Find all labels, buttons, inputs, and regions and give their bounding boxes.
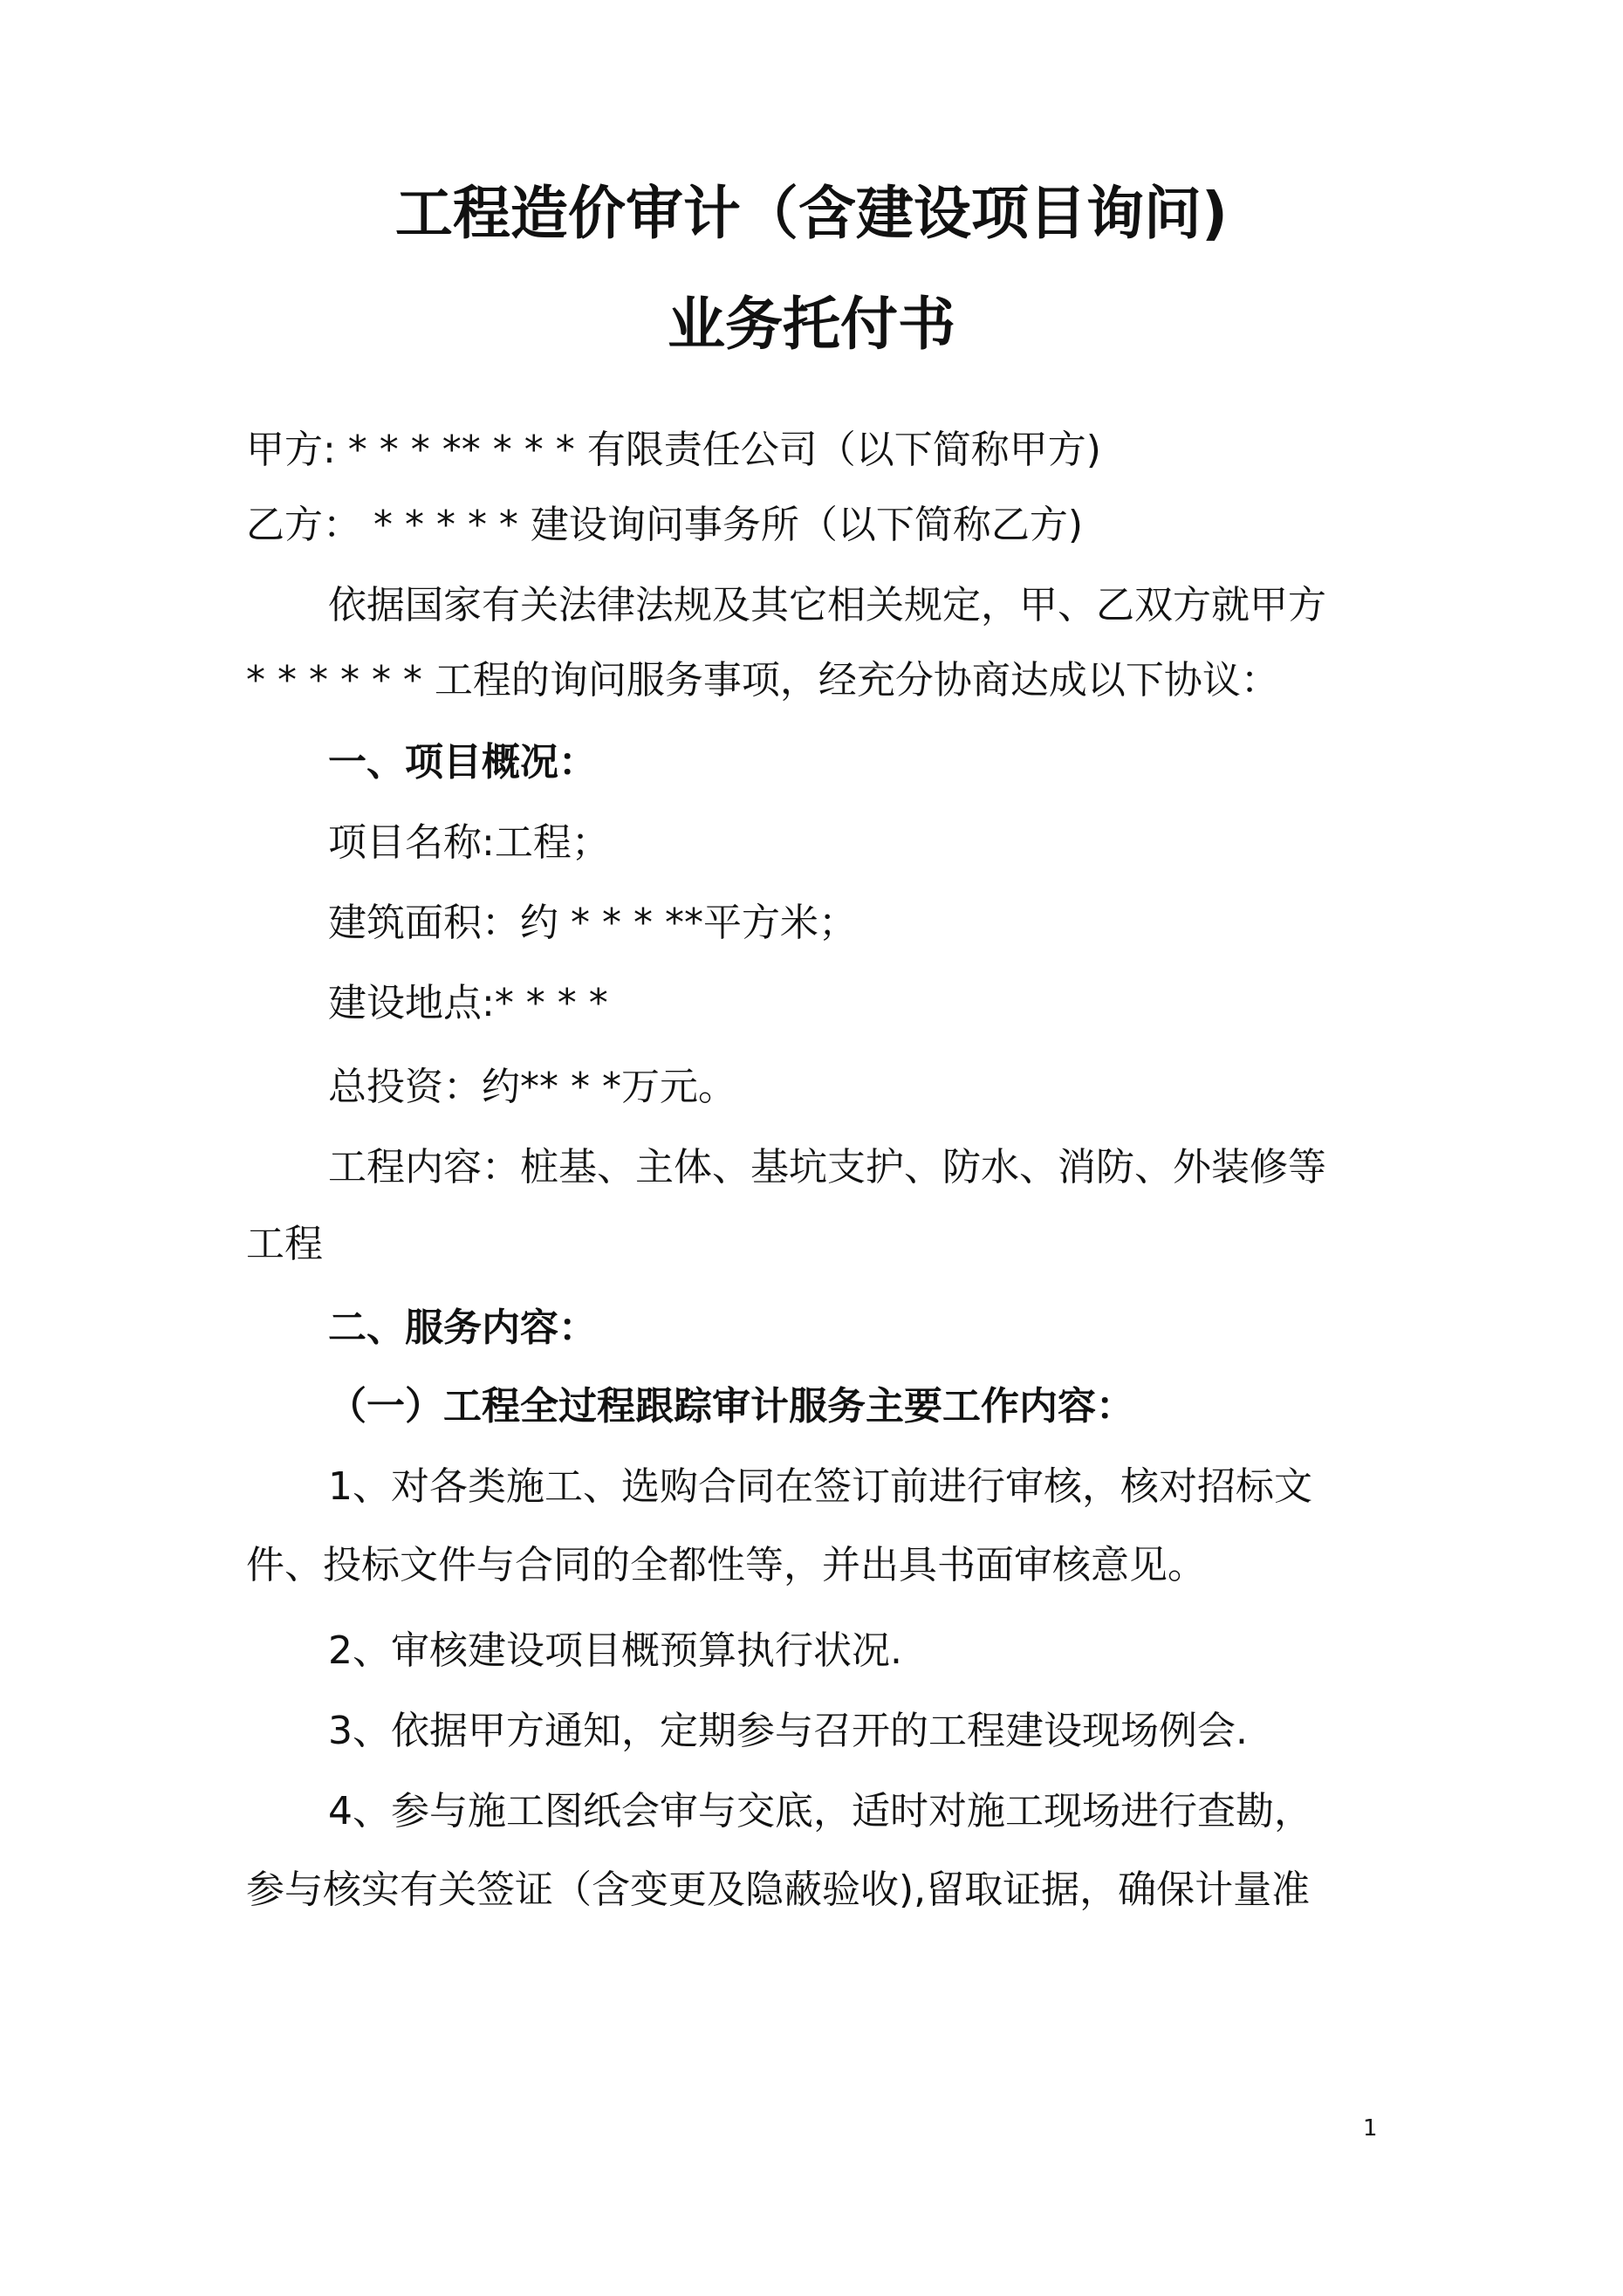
section-1-heading: 一、项目概况： — [328, 740, 597, 785]
item-1-line-1: 1、对各类施工、选购合同在签订前进行审核，核对招标文 — [328, 1464, 1312, 1509]
building-area-line: 建筑面积：约 * * * **平方米； — [328, 901, 857, 945]
party-a-line: 甲方: * * * ** * * * 有限责任公司（以下简称甲方) — [246, 428, 1101, 472]
item-2-line: 2、审核建设项目概预算执行状况. — [328, 1628, 902, 1673]
item-3-line: 3、依据甲方通知，定期参与召开的工程建设现场例会. — [328, 1709, 1248, 1753]
intro-paragraph-line-2: * * * * * * 工程的询问服务事项，经充分协商达成以下协议： — [246, 658, 1279, 703]
document-title-line-1: 工程造价审计（含建设项目询问) — [394, 180, 1229, 247]
party-b-line: 乙方： * * * * * 建设询问事务所（以下简称乙方) — [246, 503, 1084, 547]
item-4-line-2: 参与核实有关签证（含变更及隐蔽验收),留取证据，确保计量准 — [246, 1868, 1311, 1912]
project-content-line-1: 工程内容：桩基、主体、基坑支护、防水、消防、外装修等 — [328, 1145, 1326, 1189]
subsection-1-heading: （一）工程全过程跟踪审计服务主要工作内容： — [328, 1384, 1134, 1429]
item-4-line-1: 4、参与施工图纸会审与交底，适时对施工现场进行查勘， — [328, 1789, 1312, 1833]
document-title-line-2: 业务托付书 — [668, 291, 955, 358]
page-number: 1 — [1363, 2115, 1378, 2142]
intro-paragraph-line-1: 依据国家有关法律法规及其它相关规定，甲、乙双方就甲方 — [328, 583, 1326, 627]
total-investment-line: 总投资：约** * *万元。 — [328, 1065, 736, 1109]
project-name-line: 项目名称:工程； — [328, 820, 610, 865]
project-content-line-2: 工程 — [246, 1222, 323, 1266]
section-2-heading: 二、服务内容： — [328, 1306, 597, 1350]
item-1-line-2: 件、投标文件与合同的全都性等，并出具书面审核意见。 — [246, 1543, 1206, 1587]
location-line: 建设地点:* * * * — [328, 981, 608, 1025]
